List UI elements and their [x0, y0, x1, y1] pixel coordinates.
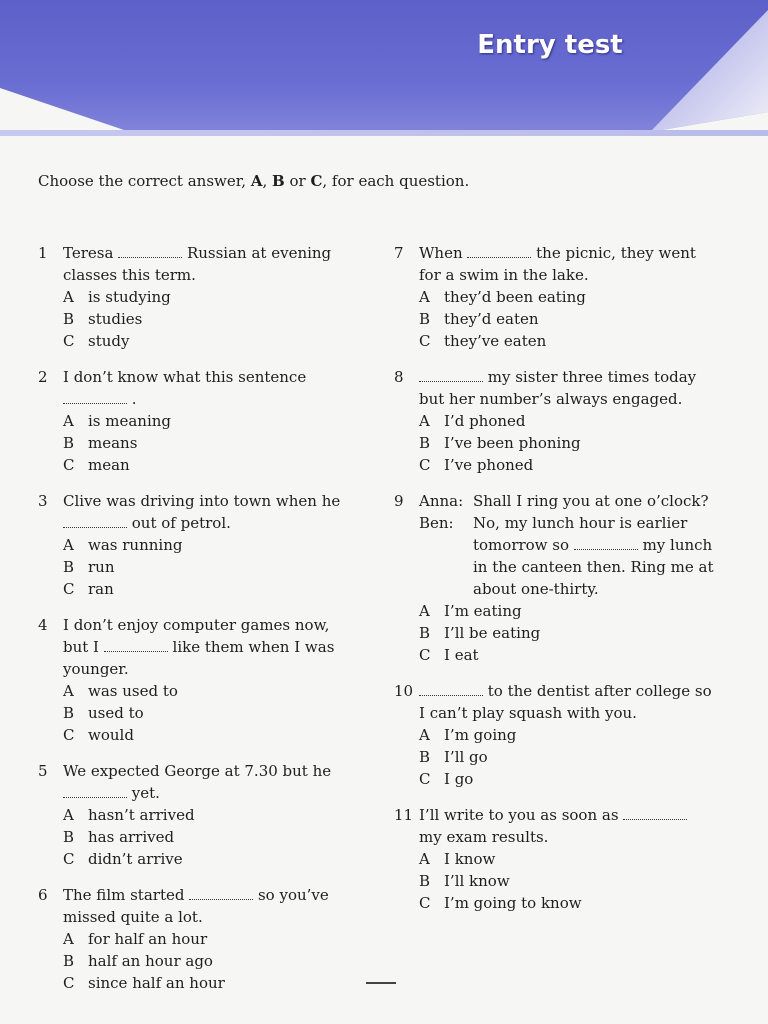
options-list [63, 928, 358, 994]
question-text: my sister three times today but her number’s always engaged. [419, 368, 697, 408]
option-b[interactable]: B used to [63, 704, 144, 722]
answer-blank [63, 517, 127, 528]
page-title: Entry test [477, 30, 623, 60]
options-list [63, 286, 358, 352]
question-number: 3 [38, 492, 48, 510]
option-b[interactable]: B I’ll go [419, 748, 488, 766]
answer-blank [63, 393, 127, 404]
question-9 [394, 490, 714, 666]
question-2 [38, 366, 358, 476]
question-text: We expected George at 7.30 but he yet. [63, 762, 332, 802]
option-a[interactable]: A I’m going [419, 726, 517, 744]
answer-blank [623, 809, 687, 820]
header-banner [0, 0, 768, 140]
dialogue-line: Ben: No, my lunch hour is earlier tomorrow so my lunch in the canteen then. Ring me at about one-thirty. [419, 514, 714, 598]
question-text: Teresa Russian at evening classes this term. [63, 244, 332, 284]
options-list [419, 410, 714, 476]
question-text: The film started so you’ve missed quite a lot. [63, 886, 329, 926]
header-underline [0, 130, 768, 136]
option-a[interactable]: A I know [419, 850, 496, 868]
question-10 [394, 680, 714, 790]
question-6 [38, 884, 358, 994]
option-a[interactable]: A for half an hour [63, 930, 208, 948]
option-c[interactable]: C I’ve phoned [419, 456, 534, 474]
option-a[interactable]: A was used to [63, 682, 178, 700]
options-list [63, 804, 358, 870]
option-b[interactable]: B studies [63, 310, 143, 328]
option-c[interactable]: C didn’t arrive [63, 850, 183, 868]
option-b[interactable]: B they’d eaten [419, 310, 539, 328]
options-list [419, 600, 714, 666]
answer-blank [419, 371, 483, 382]
option-a[interactable]: A they’d been eating [419, 288, 586, 306]
question-8 [394, 366, 714, 476]
question-number: 7 [394, 244, 404, 262]
option-b[interactable]: B half an hour ago [63, 952, 213, 970]
question-number: 10 [394, 682, 414, 700]
question-11 [394, 804, 714, 914]
options-list [419, 848, 714, 914]
option-c[interactable]: C they’ve eaten [419, 332, 547, 350]
questions-column-right [394, 242, 714, 928]
question-5 [38, 760, 358, 870]
option-c[interactable]: C since half an hour [63, 974, 225, 992]
option-b[interactable]: B means [63, 434, 138, 452]
speaker-name: Ben: [419, 514, 454, 532]
dialogue-line: Anna: Shall I ring you at one o’clock? [419, 492, 709, 510]
questions-column-left [38, 242, 358, 1008]
question-number: 11 [394, 806, 414, 824]
option-c[interactable]: C I’m going to know [419, 894, 582, 912]
options-list [419, 724, 714, 790]
answer-blank [574, 539, 638, 550]
question-number: 5 [38, 762, 48, 780]
answer-blank [118, 247, 182, 258]
answer-blank [419, 685, 483, 696]
question-text: Clive was driving into town when he out of petrol. [63, 492, 341, 532]
option-a[interactable]: A is studying [63, 288, 171, 306]
option-c[interactable]: C I eat [419, 646, 479, 664]
option-a[interactable]: A was running [63, 536, 183, 554]
option-c[interactable]: C I go [419, 770, 474, 788]
option-a[interactable]: A I’m eating [419, 602, 522, 620]
options-list [63, 410, 358, 476]
answer-blank [189, 889, 253, 900]
question-text: to the dentist after college so I can’t play squash with you. [419, 682, 712, 722]
speaker-name: Anna: [419, 492, 464, 510]
page-footer-mark [366, 982, 396, 984]
question-number: 6 [38, 886, 48, 904]
question-text: When the picnic, they went for a swim in the lake. [419, 244, 696, 284]
question-number: 9 [394, 492, 404, 510]
question-dialogue [419, 490, 714, 600]
question-text: I don’t enjoy computer games now, but I like them when I was younger. [63, 616, 335, 678]
option-b[interactable]: B has arrived [63, 828, 175, 846]
option-a[interactable]: A is meaning [63, 412, 172, 430]
options-list [63, 534, 358, 600]
instructions: Choose the correct answer, A, B or C, for each question. [38, 172, 470, 190]
question-number: 2 [38, 368, 48, 386]
option-b[interactable]: B run [63, 558, 115, 576]
options-list [419, 286, 714, 352]
option-b[interactable]: B I’ll know [419, 872, 510, 890]
question-number: 8 [394, 368, 404, 386]
options-list [63, 680, 358, 746]
answer-blank [104, 641, 168, 652]
option-b[interactable]: B I’ll be eating [419, 624, 541, 642]
question-text: I’ll write to you as soon as my exam results. [419, 804, 714, 848]
answer-blank [467, 247, 531, 258]
question-7 [394, 242, 714, 352]
option-c[interactable]: C mean [63, 456, 130, 474]
question-1 [38, 242, 358, 352]
option-c[interactable]: C would [63, 726, 134, 744]
option-c[interactable]: C ran [63, 580, 114, 598]
answer-blank [63, 787, 127, 798]
question-3 [38, 490, 358, 600]
option-b[interactable]: B I’ve been phoning [419, 434, 581, 452]
question-text: I don’t know what this sentence . [63, 368, 307, 408]
question-number: 4 [38, 616, 48, 634]
option-a[interactable]: A hasn’t arrived [63, 806, 195, 824]
option-c[interactable]: C study [63, 332, 130, 350]
question-number: 1 [38, 244, 48, 262]
question-4 [38, 614, 358, 746]
option-a[interactable]: A I’d phoned [419, 412, 526, 430]
